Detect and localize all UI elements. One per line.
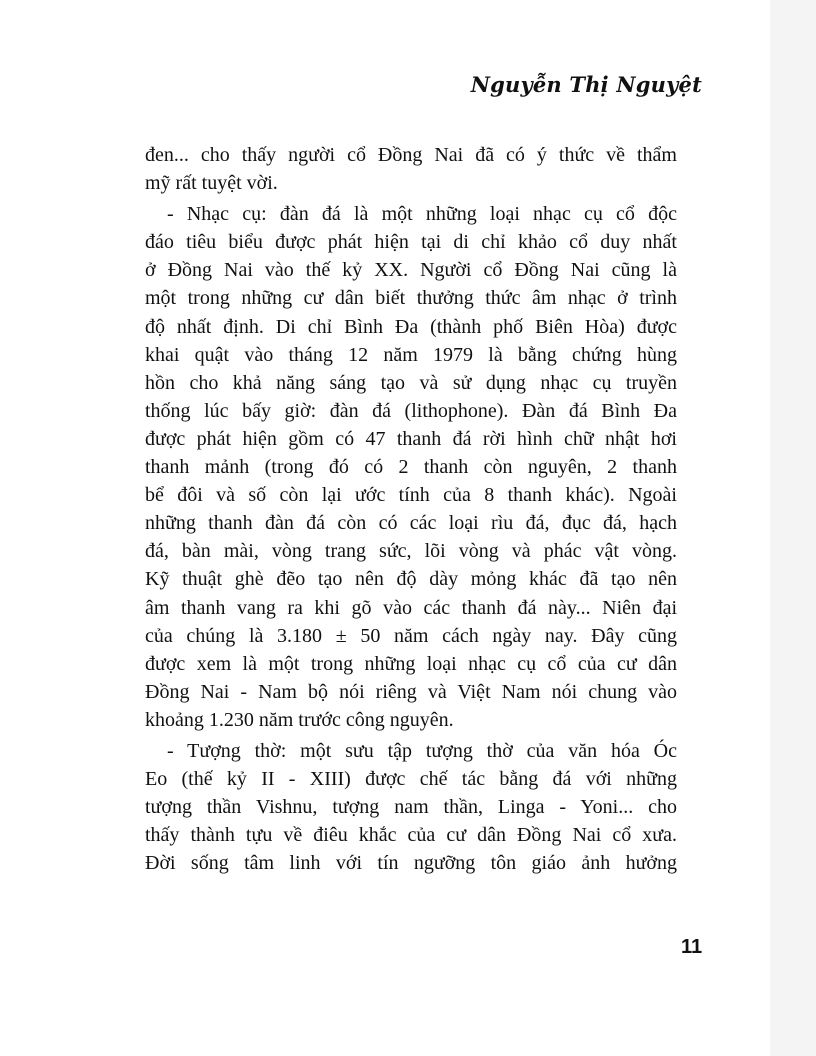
- text-line: bể đôi và số còn lại ước tính của 8 thanh khác). Ngoài: [145, 484, 677, 507]
- paragraph-1: [145, 141, 677, 197]
- text-line: đen... cho thấy người cổ Đồng Nai đã có ý thức về thẩm: [145, 144, 677, 166]
- text-line: đáo tiêu biểu được phát hiện tại di chỉ khảo cổ duy nhất: [145, 231, 677, 254]
- paragraph-tuong-tho: [145, 737, 677, 877]
- text-line: Kỹ thuật ghè đẽo tạo nên độ dày mỏng khác đã tạo nên: [145, 568, 677, 591]
- text-line: - Tượng thờ: một sưu tập tượng thờ của văn hóa Óc: [167, 739, 677, 762]
- text-line: khoảng 1.230 năm trước công nguyên.: [145, 708, 454, 731]
- text-line: một trong những cư dân biết thưởng thức âm nhạc ở trình: [145, 287, 677, 310]
- text-line: thống lúc bấy giờ: đàn đá (lithophone). Đàn đá Bình Đa: [145, 399, 677, 422]
- text-line: Đồng Nai - Nam bộ nói riêng và Việt Nam nói chung vào: [145, 680, 677, 703]
- text-line: đá, bàn mài, vòng trang sức, lõi vòng và phác vật vòng.: [145, 540, 677, 563]
- text-line: Đời sống tâm linh với tín ngưỡng tôn giáo ảnh hưởng: [145, 852, 677, 875]
- running-header-author: Nguyễn Thị Nguyệt: [470, 72, 702, 97]
- text-line: của chúng là 3.180 ± 50 năm cách ngày nay. Đây cũng: [145, 624, 677, 647]
- text-line: hồn cho khả năng sáng tạo và sử dụng nhạc cụ truyền: [145, 371, 677, 394]
- body-text: [145, 141, 677, 877]
- page-edge-shadow: [770, 0, 816, 1056]
- text-line: thấy thành tựu về điêu khắc của cư dân Đồng Nai cổ xưa.: [145, 824, 677, 847]
- text-line: - Nhạc cụ: đàn đá là một những loại nhạc cụ cổ độc: [167, 203, 677, 226]
- text-line: được phát hiện gồm có 47 thanh đá rời hình chữ nhật hơi: [145, 427, 677, 450]
- text-line: những thanh đàn đá còn có các loại rìu đá, đục đá, hạch: [145, 512, 677, 535]
- text-line: thanh mảnh (trong đó có 2 thanh còn nguyên, 2 thanh: [145, 456, 677, 479]
- text-line: Eo (thế kỷ II - XIII) được chế tác bằng đá với những: [145, 768, 677, 791]
- text-line: được xem là một trong những loại nhạc cụ cổ của cư dân: [145, 652, 677, 675]
- text-line: tượng thần Vishnu, tượng nam thần, Linga - Yoni... cho: [145, 796, 677, 819]
- text-line: khai quật vào tháng 12 năm 1979 là bằng chứng hùng: [145, 343, 677, 366]
- text-line: ở Đồng Nai vào thế kỷ XX. Người cổ Đồng Nai cũng là: [145, 259, 677, 282]
- text-line: độ nhất định. Di chỉ Bình Đa (thành phố Biên Hòa) được: [145, 315, 677, 338]
- page-number: 11: [681, 936, 703, 958]
- text-line: âm thanh vang ra khi gõ vào các thanh đá này... Niên đại: [145, 596, 677, 619]
- text-line: mỹ rất tuyệt vời.: [145, 172, 278, 195]
- paragraph-nhac-cu: [145, 200, 677, 734]
